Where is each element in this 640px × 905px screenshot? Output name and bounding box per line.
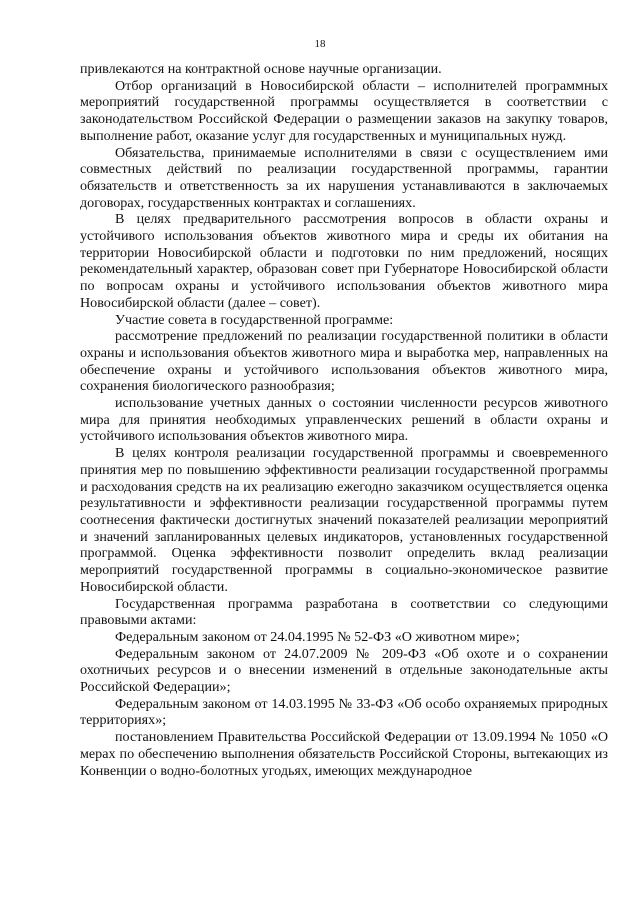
- page-number: 18: [314, 38, 326, 50]
- paragraph: Обязательства, принимаемые исполнителями в связи с осуществлением ими совместных действий по реализации государственной программы, гарантии обязательств и ответственность за их нарушения устанавливаются в заключаемых договорах, государственных контрактах и соглашениях.: [80, 144, 608, 211]
- document-body: [80, 61, 608, 779]
- paragraph: постановлением Правительства Российской Федерации от 13.09.1994 № 1050 «О мерах по обеспечению выполнения обязательств Российской Стороны, вытекающих из Конвенции о водно-болотных угодьях, имеющих международное: [80, 729, 608, 779]
- paragraph: Участие совета в государственной программе:: [115, 311, 394, 328]
- paragraph: Федеральным законом от 24.04.1995 № 52-ФЗ «О животном мире»;: [115, 628, 520, 645]
- paragraph: Государственная программа разработана в соответствии со следующими правовыми актами:: [80, 595, 608, 629]
- paragraph: рассмотрение предложений по реализации государственной политики в области охраны и использования объектов животного мира и выработка мер, направленных на обеспечение охраны и устойчивого использования объектов животного мира, сохранения биологического разнообразия;: [80, 328, 608, 395]
- paragraph: Отбор организаций в Новосибирской области – исполнителей программных мероприятий государственной программы осуществляется в соответствии с законодательством Российской Федерации о размещении заказов на закупку товаров, выполнение работ, оказание услуг для государственных и муниципальных нужд.: [80, 77, 608, 144]
- paragraph: В целях предварительного рассмотрения вопросов в области охраны и устойчивого использования объектов животного мира и среды их обитания на территории Новосибирской области и подготовки по ним предложений, носящих рекомендательный характер, образован совет при Губернаторе Новосибирской области по вопросам охраны и устойчивого использования объектов животного мира Новосибирской области (далее – совет).: [80, 211, 608, 311]
- paragraph: В целях контроля реализации государственной программы и своевременного принятия мер по повышению эффективности реализации государственной программы и расходования средств на их реализацию ежегодно заказчиком осуществляется оценка результативности и эффективности реализации государственной программы путем соотнесения фактически достигнутых значений показателей реализации мероприятий и значений запланированных целевых индикаторов, установленных государственной программой. Оценка эффективности позволит определить вклад реализации мероприятий государственной программы в социально-экономическое развитие Новосибирской области.: [80, 445, 608, 595]
- paragraph: привлекаются на контрактной основе научные организации.: [80, 61, 442, 77]
- paragraph: Федеральным законом от 24.07.2009 № 209-ФЗ «Об охоте и о сохранении охотничьих ресурсов и о внесении изменений в отдельные законодательные акты Российской Федерации»;: [80, 645, 608, 696]
- paragraph: Федеральным законом от 14.03.1995 № 33-ФЗ «Об особо охраняемых природных территориях»;: [80, 695, 608, 729]
- paragraph: использование учетных данных о состоянии численности ресурсов животного мира для принятия необходимых управленческих решений в области охраны и устойчивого использования объектов животного мира.: [80, 395, 608, 445]
